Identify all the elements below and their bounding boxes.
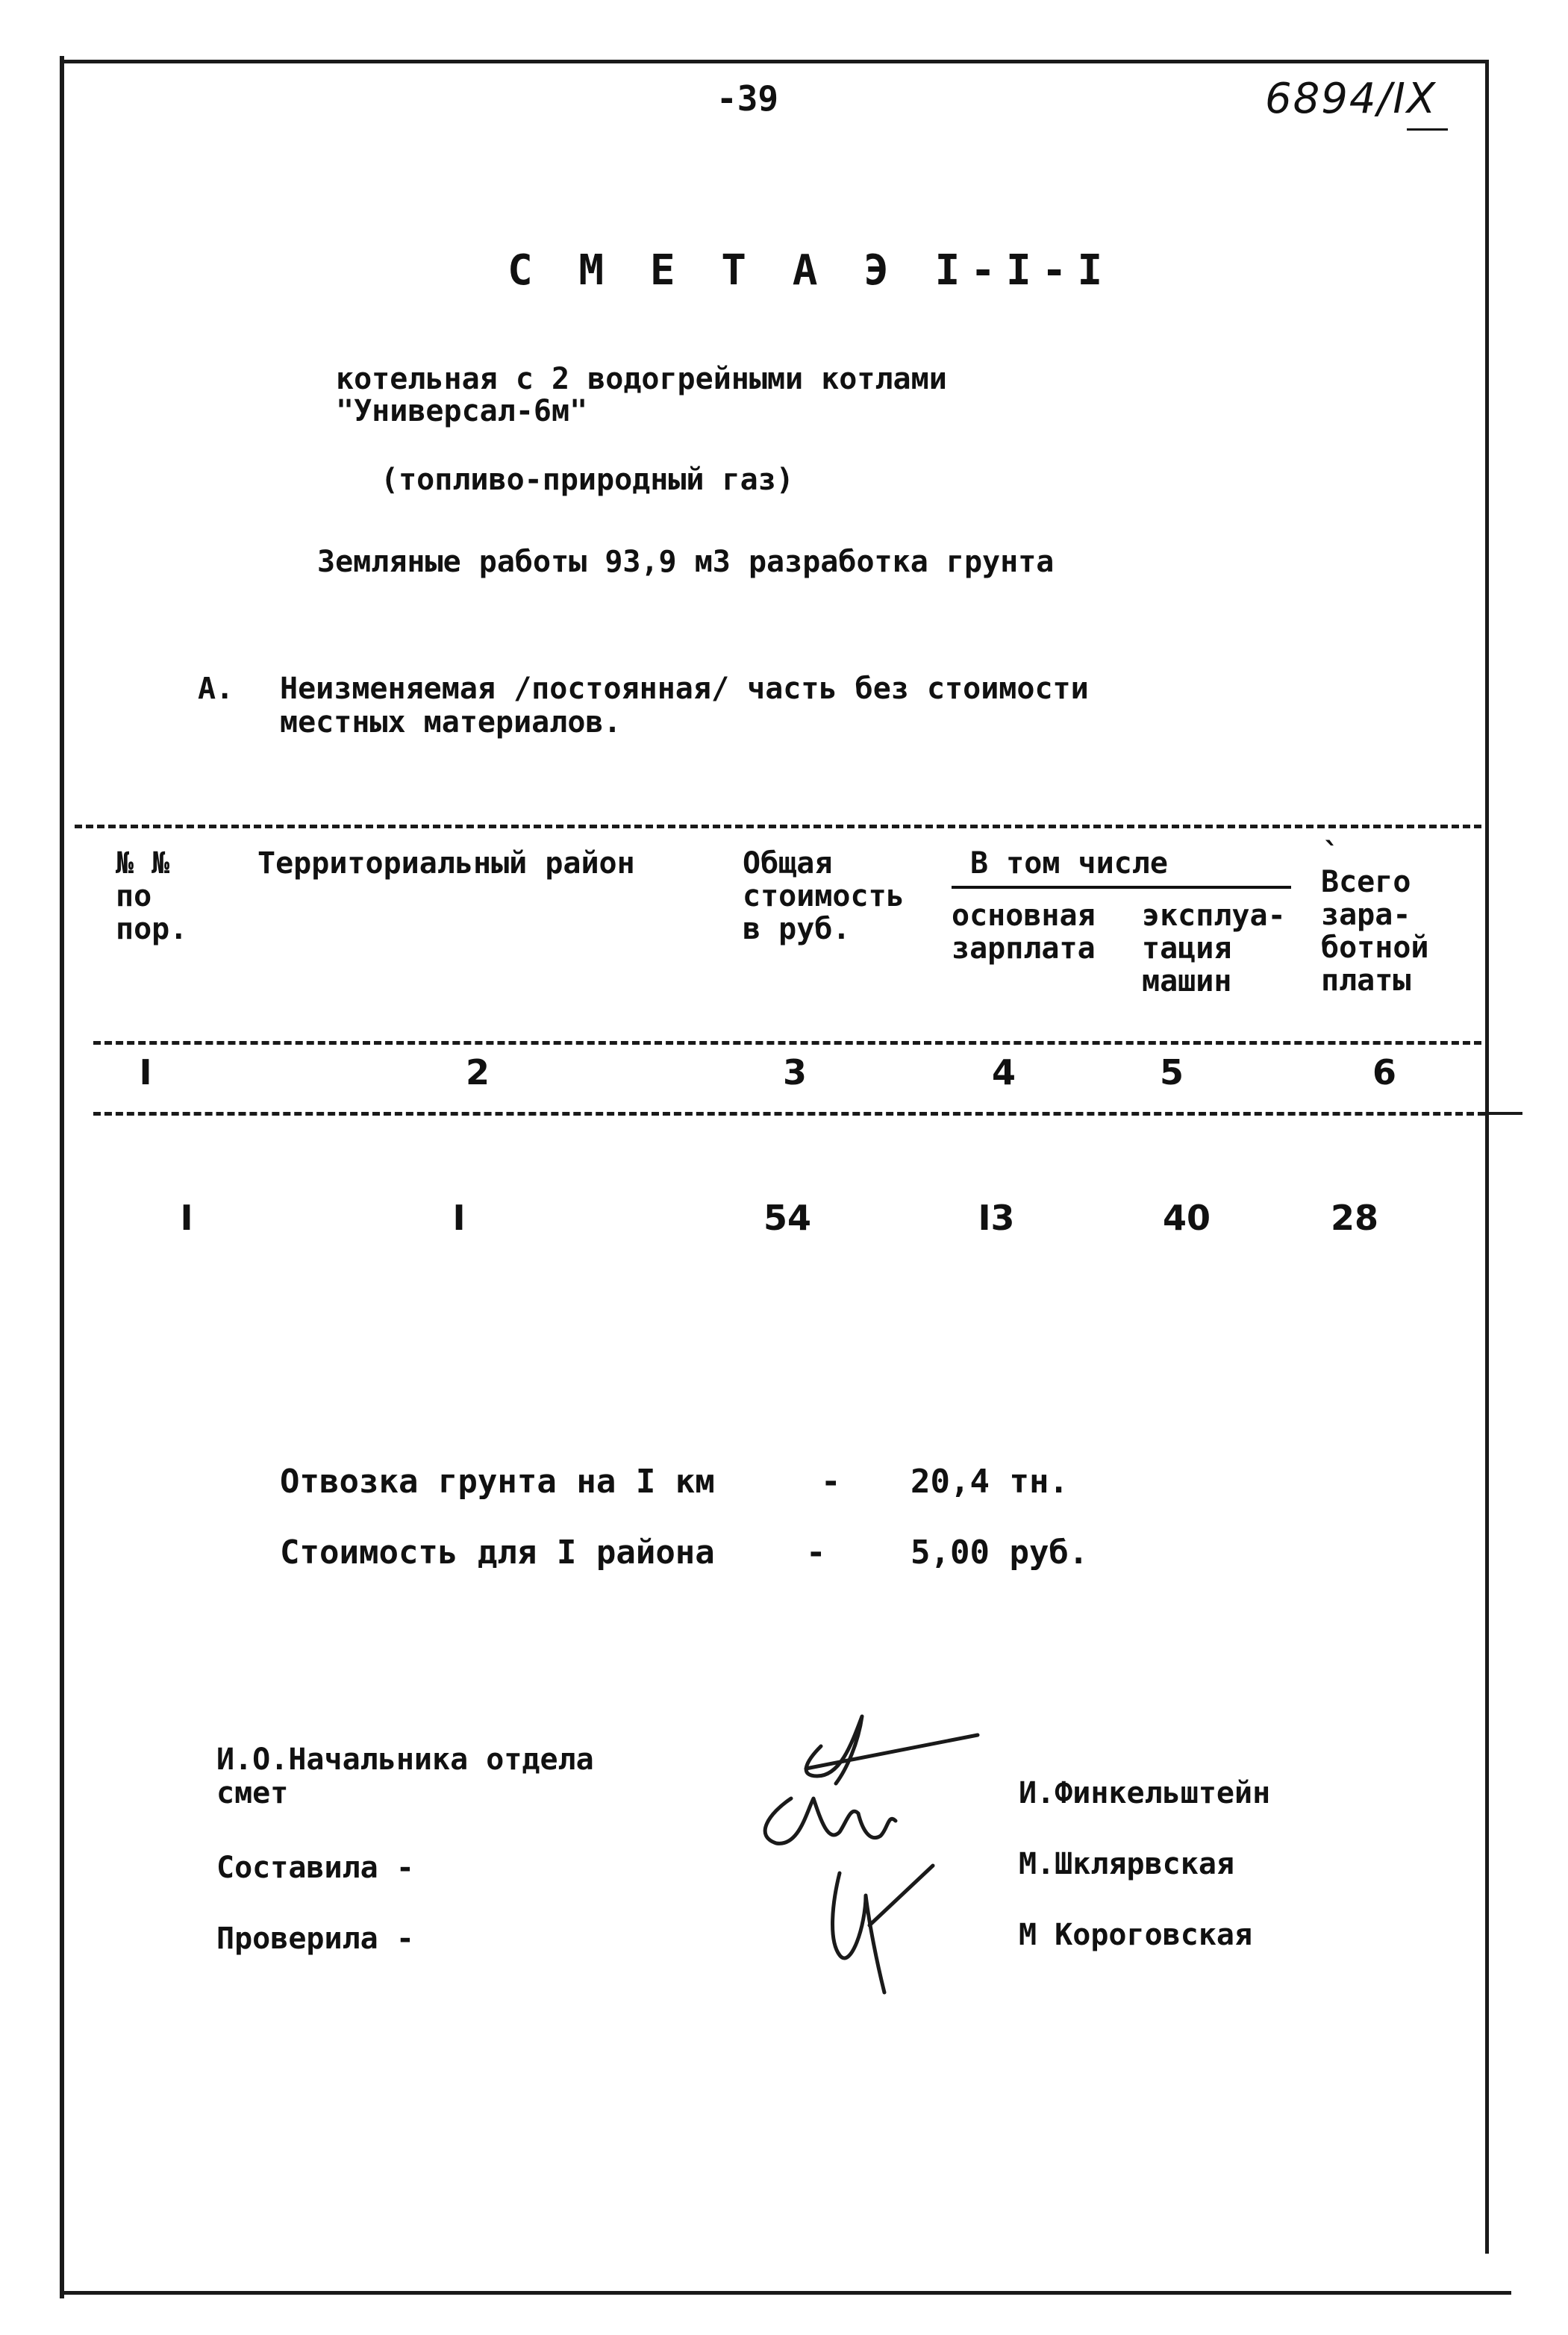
signer-role-compiled: Составила - <box>216 1851 414 1885</box>
signature-mark-compiled <box>765 1798 896 1843</box>
section-heading-line-2: местных материалов. <box>280 705 622 740</box>
header-row-number <box>116 847 228 945</box>
header-total-wage <box>1321 866 1478 997</box>
cell-total-cost: 54 <box>763 1198 811 1238</box>
subtitle-line-2: "Универсал-6м" <box>336 394 588 428</box>
column-number: 4 <box>991 1052 1016 1093</box>
cell-territory: I <box>452 1198 466 1238</box>
signer-role-checked: Проверила - <box>216 1922 414 1956</box>
cell-row-number: I <box>180 1198 193 1238</box>
column-number: 2 <box>465 1052 490 1093</box>
archive-number-underline <box>1407 128 1448 131</box>
cost-value: 5,00 руб. <box>910 1534 1089 1572</box>
signer-role-head-dept: смет <box>216 1776 289 1810</box>
header-total-wage-text: Всего зара- ботной платы <box>1321 865 1429 998</box>
signer-name-checked: М Короговская <box>1019 1918 1253 1952</box>
subtitle-works: Земляные работы 93,9 м3 разработка грунта <box>317 545 1055 579</box>
cost-label: Стоимость для I района <box>280 1534 715 1572</box>
frame-right-border <box>1485 60 1489 2254</box>
signature-stroke-checked <box>869 1866 933 1925</box>
column-number: I <box>139 1052 152 1093</box>
column-number: 6 <box>1372 1052 1396 1093</box>
section-letter: А. <box>198 672 234 706</box>
cell-total-wage: 28 <box>1330 1198 1378 1238</box>
hauling-dash: - <box>821 1463 841 1501</box>
signer-name-compiled: М.Шклярвская <box>1019 1847 1234 1881</box>
subtitle-fuel: (топливо-природный газ) <box>381 463 794 497</box>
header-territory: Территориальный район <box>257 846 635 881</box>
header-basic-wage <box>952 899 1123 965</box>
signature-stroke-head <box>806 1735 978 1769</box>
header-machine-operation <box>1142 899 1321 998</box>
table-top-rule <box>75 825 1481 828</box>
handwritten-signatures <box>709 1701 1037 2045</box>
header-bottom-rule <box>93 1041 1481 1045</box>
header-row-number-text: № № по пор. <box>116 846 188 946</box>
document-title: С М Е Т А Э I-I-I <box>507 246 1113 295</box>
header-total-cost-text: Общая стоимость в руб. <box>743 846 905 946</box>
cell-machine-operation: 40 <box>1162 1198 1211 1238</box>
header-total-cost <box>743 847 944 945</box>
cost-dash: - <box>806 1534 826 1572</box>
signer-role-head: И.О.Начальника отдела <box>216 1742 594 1777</box>
hauling-value: 20,4 тн. <box>910 1463 1069 1501</box>
frame-top-border <box>60 60 1489 63</box>
archive-number: 6894/IX <box>1265 75 1437 123</box>
signer-name-head: И.Финкельштейн <box>1019 1776 1271 1810</box>
frame-side-tick <box>1489 1112 1522 1115</box>
subtitle-line-1: котельная с 2 водогрейными котлами <box>336 362 947 396</box>
header-machine-operation-text: эксплуа- тация машин <box>1142 898 1286 998</box>
header-basic-wage-text: основная зарплата <box>952 898 1096 966</box>
header-including-underline <box>952 886 1291 889</box>
accent-mark: ` <box>1322 837 1341 872</box>
header-including: В том числе <box>970 846 1168 881</box>
column-number: 3 <box>782 1052 807 1093</box>
hauling-label: Отвозка грунта на I км <box>280 1463 715 1501</box>
signature-mark-checked <box>833 1873 884 1992</box>
frame-left-border <box>60 56 64 2298</box>
column-numbers-rule <box>93 1112 1485 1116</box>
section-heading-line-1: Неизменяемая /постоянная/ часть без стоимости <box>280 672 1089 706</box>
frame-bottom-border <box>60 2291 1511 2295</box>
page-number: -39 <box>716 78 779 119</box>
signature-mark-head <box>806 1716 862 1784</box>
column-number: 5 <box>1159 1052 1184 1093</box>
cell-basic-wage: I3 <box>978 1198 1015 1238</box>
